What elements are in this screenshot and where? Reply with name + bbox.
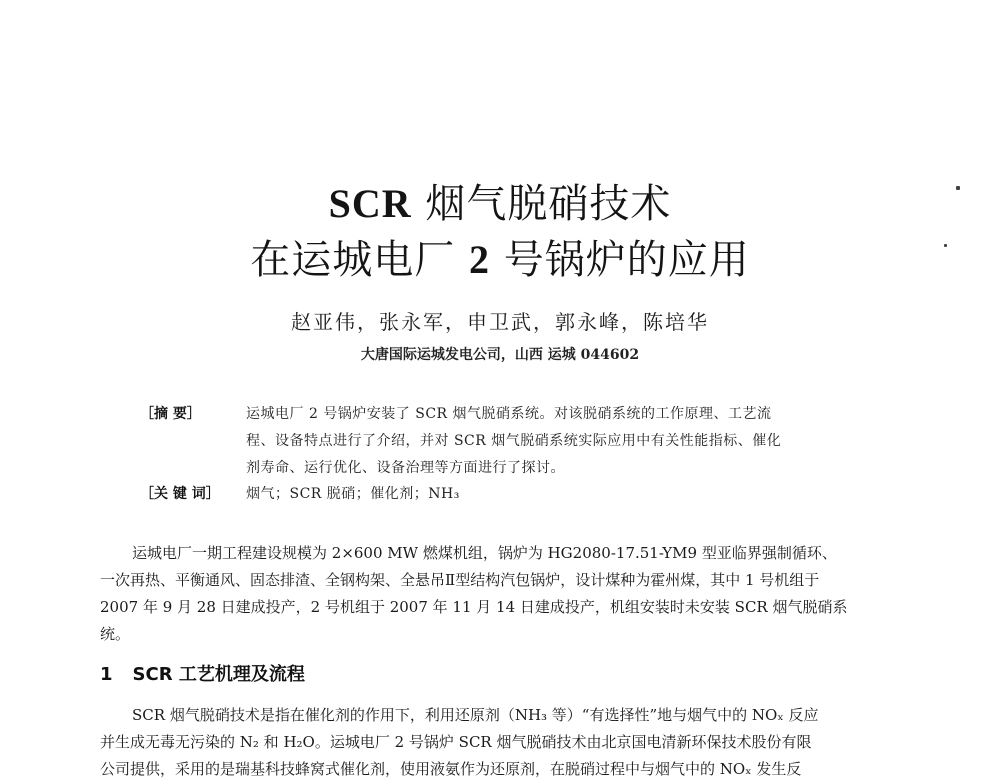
title-line-2-a: 在运城电厂 <box>250 237 469 283</box>
body-text-line: 统。 <box>100 625 131 643</box>
section-number: 1 <box>100 664 113 685</box>
abstract-line: 剂寿命、运行优化、设备治理等方面进行了探讨。 <box>246 460 565 476</box>
abstract-line: 程、设备特点进行了介绍，并对 SCR 烟气脱硝系统实际应用中有关性能指标、催化 <box>246 433 782 449</box>
body-text-line: 一次再热、平衡通风、固态排渣、全钢构架、全悬吊Ⅱ型结构汽包锅炉，设计煤种为霍州煤，其中 1 号机组于 <box>100 571 820 589</box>
title-line-2-b: 号锅炉的应用 <box>490 237 750 283</box>
title-line-1-rest: 烟气脱硝技术 <box>411 181 672 227</box>
keywords-text: 烟气；SCR 脱硝；催化剂；NH₃ <box>246 486 460 502</box>
title-line-2-num: 2 <box>469 237 490 282</box>
title-latin: SCR <box>328 181 412 226</box>
keywords-label: ［关 键 词］ <box>140 486 220 502</box>
scan-speck <box>944 244 947 247</box>
author-list: 赵亚伟，张永军，申卫武，郭永峰，陈培华 <box>291 310 709 334</box>
author-affiliation: 大唐国际运城发电公司，山西 运城 044602 <box>360 347 640 363</box>
body-text-line: 2007 年 9 月 28 日建成投产，2 号机组于 2007 年 11 月 14 日建成投产，机组安装时未安装 SCR 烟气脱硝系 <box>100 598 848 616</box>
abstract-label: ［摘 要］ <box>140 406 201 422</box>
body-text-line: 公司提供，采用的是瑞基科技蜂窝式催化剂，使用液氨作为还原剂，在脱硝过程中与烟气中的 NOₓ 发生反 <box>100 760 802 778</box>
abstract-line: 运城电厂 2 号锅炉安装了 SCR 烟气脱硝系统。对该脱硝系统的工作原理、工艺流 <box>246 406 772 422</box>
body-text-line: 运城电厂一期工程建设规模为 2×600 MW 燃煤机组，锅炉为 HG2080-17.51-YM9 型亚临界强制循环、 <box>132 544 837 562</box>
section-heading-1 <box>100 660 305 686</box>
body-text-line: SCR 烟气脱硝技术是指在催化剂的作用下，利用还原剂（NH₃ 等）“有选择性”地与烟气中的 NOₓ 反应 <box>132 706 819 724</box>
section-title: SCR 工艺机理及流程 <box>132 664 305 685</box>
body-text-line: 并生成无毒无污染的 N₂ 和 H₂O。运城电厂 2 号锅炉 SCR 烟气脱硝技术由北京国电清新环保技术股份有限 <box>100 733 812 751</box>
title-line-1 <box>0 172 1000 229</box>
title-line-2 <box>0 228 1000 285</box>
scan-speck <box>956 186 960 190</box>
